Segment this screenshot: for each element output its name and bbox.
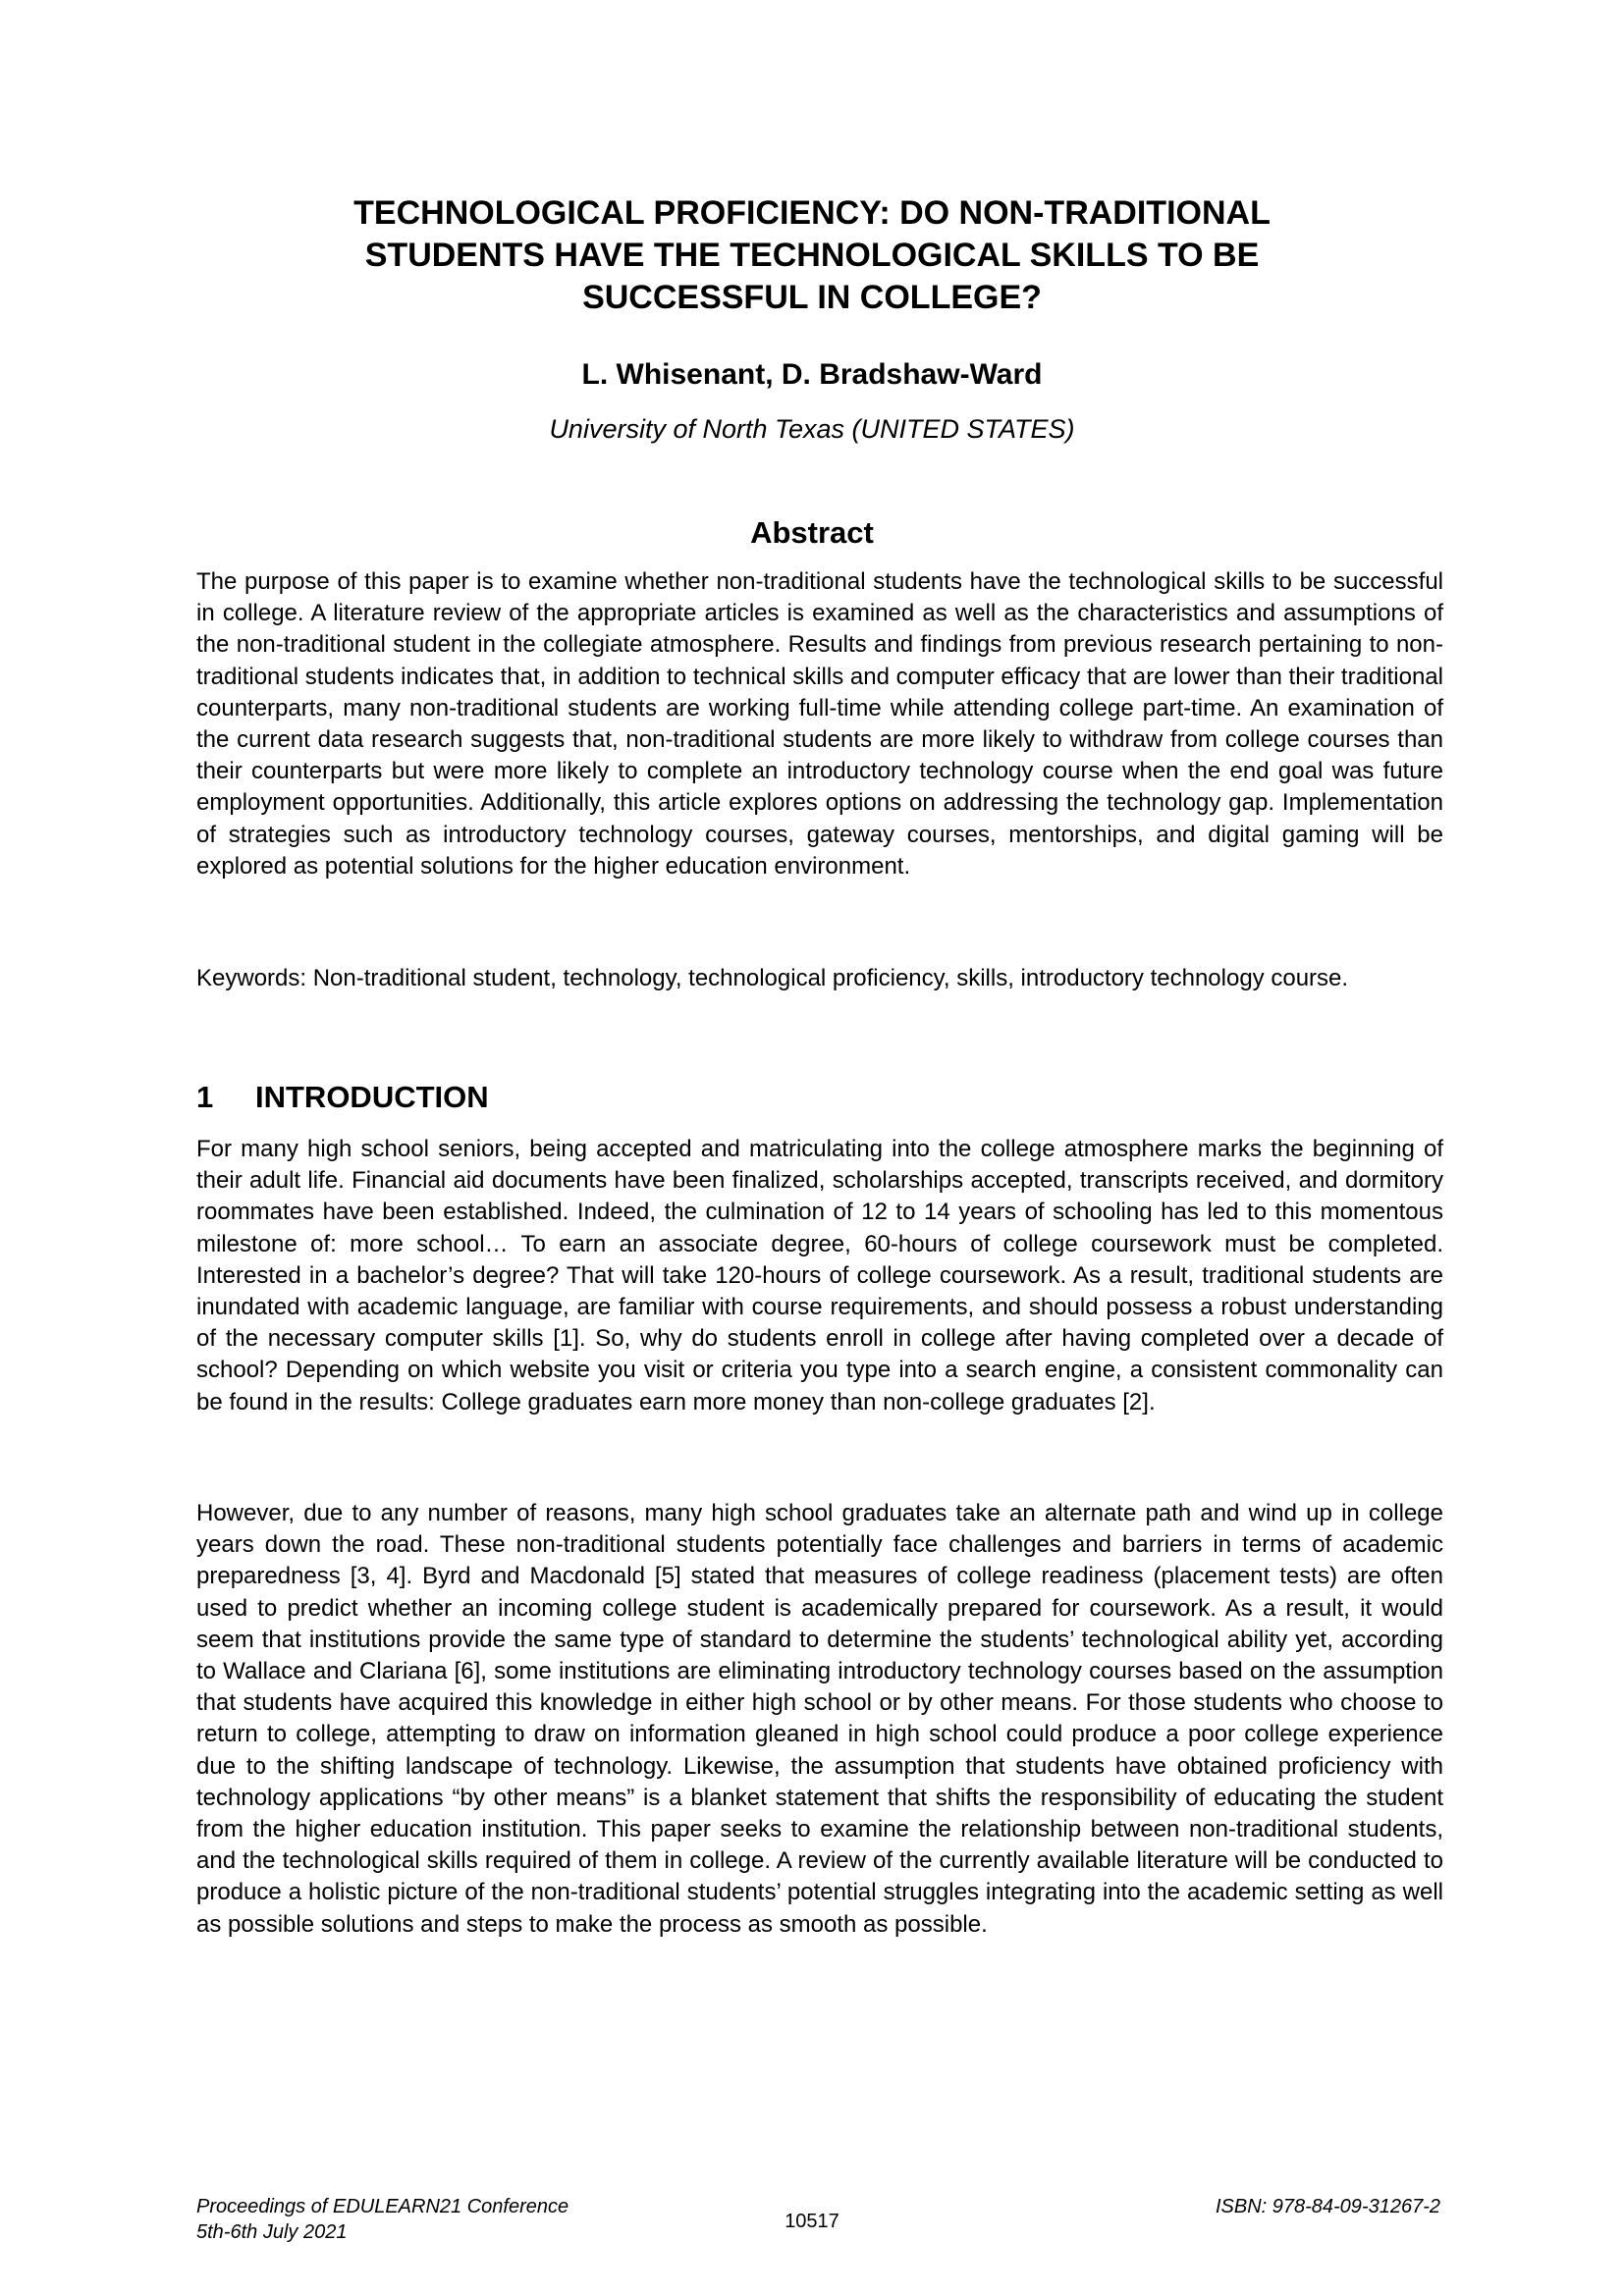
paper-title bbox=[196, 192, 1428, 319]
footer-page-number: 10517 bbox=[785, 2211, 839, 2232]
footer-isbn: ISBN: 978-84-09-31267-2 bbox=[1215, 2196, 1440, 2217]
author-affiliation: University of North Texas (UNITED STATES) bbox=[549, 414, 1075, 444]
author-list: L. Whisenant, D. Bradshaw-Ward bbox=[581, 358, 1043, 391]
footer-conference-name: Proceedings of EDULEARN21 Conference bbox=[196, 2196, 569, 2217]
section-heading-introduction bbox=[196, 1079, 489, 1116]
introduction-paragraph: However, due to any number of reasons, many high school graduates take an alternate path and wind up in college years down the road. These non-traditional students potentially face challenges and barriers in terms of academic preparedness [3, 4]. Byrd and Macdonald [5] stated that measures of college readiness (placement tests) are often used to predict whether an incoming college student is academically prepared for coursework. As a result, it would seem that institutions provide the same type of standard to determine the students’ technological ability yet, according to Wallace and Clariana [6], some institutions are eliminating introductory technology courses based on the assumption that students have acquired this knowledge in either high school or by other means. For those students who choose to return to college, attempting to draw on information gleaned in high school could produce a poor college experience due to the shifting landscape of technology. Likewise, the assumption that students have obtained proficiency with technology applications “by other means” is a blanket statement that shifts the responsibility of educating the student from the higher education institution. This paper seeks to examine the relationship between non-traditional students, and the technological skills required of them in college. A review of the currently available literature will be conducted to produce a holistic picture of the non-traditional students’ potential struggles integrating into the academic setting as well as possible solutions and steps to make the process as smooth as possible. bbox=[196, 1500, 1443, 1938]
footer-conference-info bbox=[196, 2194, 568, 2245]
keywords: Keywords: Non-traditional student, technology, technological proficiency, skills, introductory technology course. bbox=[196, 965, 1349, 991]
introduction-paragraph: For many high school seniors, being accepted and matriculating into the college atmosphere marks the beginning of their adult life. Financial aid documents have been finalized, scholarships accepted, transcripts received, and dormitory roommates have been established. Indeed, the culmination of 12 to 14 years of schooling has led to this momentous milestone of: more school… To earn an associate degree, 60-hours of college coursework must be completed. Interested in a bachelor’s degree? That will take 120-hours of college coursework. As a result, traditional students are inundated with academic language, are familiar with course requirements, and should possess a robust understanding of the necessary computer skills [1]. So, why do students enroll in college after having completed over a decade of school? Depending on which website you visit or criteria you type into a search engine, a consistent commonality can be found in the results: College graduates earn more money than non-college graduates [2]. bbox=[196, 1136, 1443, 1415]
section-number: 1 bbox=[196, 1080, 214, 1114]
title-line-3: SUCCESSFUL IN COLLEGE? bbox=[582, 279, 1042, 316]
title-line-2: STUDENTS HAVE THE TECHNOLOGICAL SKILLS TO BE bbox=[364, 237, 1260, 274]
section-title: INTRODUCTION bbox=[255, 1080, 489, 1114]
footer-conference-date: 5th-6th July 2021 bbox=[196, 2221, 348, 2243]
abstract-heading: Abstract bbox=[750, 515, 874, 550]
title-line-1: TECHNOLOGICAL PROFICIENCY: DO NON-TRADITIONAL bbox=[353, 194, 1271, 232]
abstract-text: The purpose of this paper is to examine whether non-traditional students have the technological skills to be successful in college. A literature review of the appropriate articles is examined as well as the characteristics and assumptions of the non-traditional student in the collegiate atmosphere. Results and findings from previous research pertaining to non-traditional students indicates that, in addition to technical skills and computer efficacy that are lower than their traditional counterparts, many non-traditional students are working full-time while attending college part-time. An examination of the current data research suggests that, non-traditional students are more likely to withdraw from college courses than their counterparts but were more likely to complete an introductory technology course when the end goal was future employment opportunities. Additionally, this article explores options on addressing the technology gap. Implementation of strategies such as introductory technology courses, gateway courses, mentorships, and digital gaming will be explored as potential solutions for the higher education environment. bbox=[196, 568, 1443, 880]
